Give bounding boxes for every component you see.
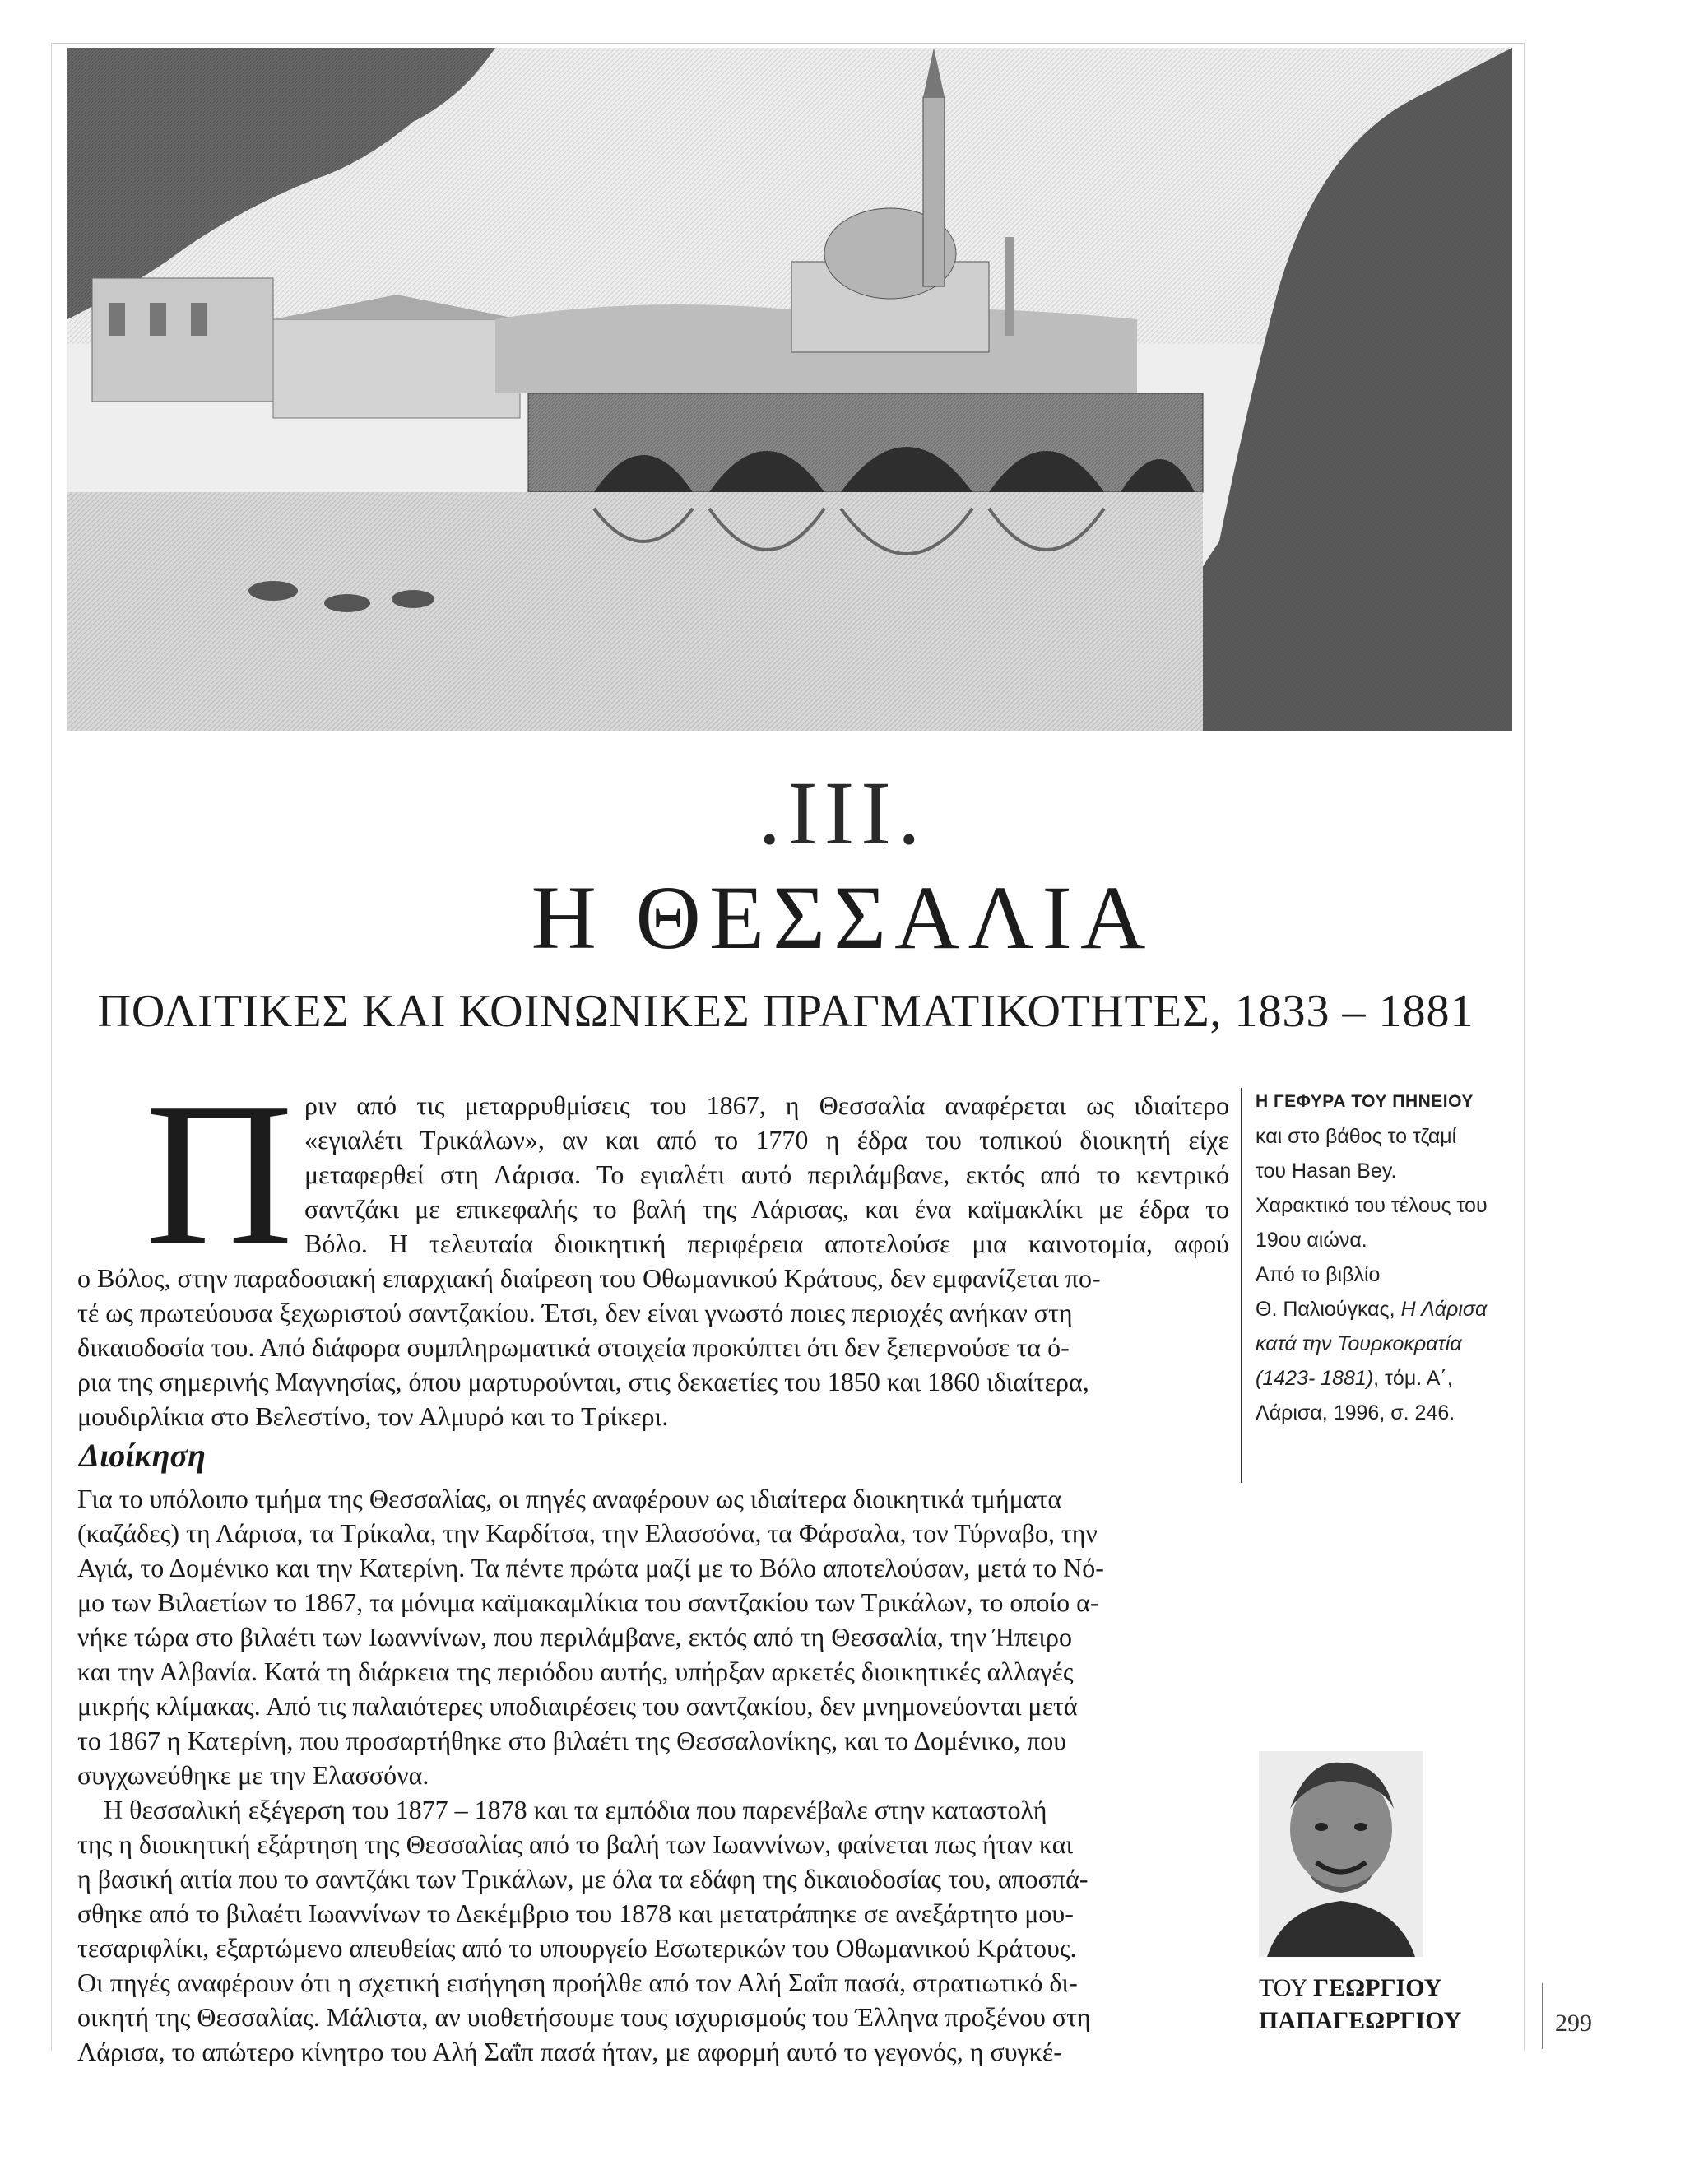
text-line: Αγιά, το Δομένικο και την Κατερίνη. Τα πέντε πρώτα μαζί με το Βόλο αποτελούσαν, μετά το Νό- [77,1553,1104,1582]
text-line: ο Βόλος, στην παραδοσιακή επαρχιακή διαίρεση του Οθωμανικού Κράτους, δεν εμφανίζεται πο- [77,1263,1101,1293]
text-line: «εγιαλέτι Τρικάλων», αν και από το 1770 η έδρα του τοπικού διοικητή είχε [304,1125,1229,1155]
author-portrait [1259,1751,1423,1957]
text-line: Βόλο. Η τελευταία διοικητική περιφέρεια αποτελούσε μια καινοτομία, αφού [304,1229,1229,1258]
caption-volume: , τόμ. Α΄, [1373,1367,1453,1390]
text-line: μεταφερθεί στη Λάρισα. Το εγιαλέτι αυτό περιλάμβανε, εκτός από το κεντρικό [304,1159,1229,1189]
text-line: τέ ως πρωτεύουσα ξεχωριστού σαντζακίου. Έτσι, δεν είναι γνωστό ποιες περιοχές ανήκαν στη [77,1298,1073,1327]
author-byline [1259,1972,1461,2038]
caption-line: του Hasan Bey. [1256,1159,1397,1183]
chapter-subtitle: ΠΟΛΙΤΙΚΕΣ ΚΑΙ ΚΟΙΝΩΝΙΚΕΣ ΠΡΑΓΜΑΤΙΚΟΤΗΤΕΣ, 1833 – 1881 [97,986,1474,1037]
image-caption [1256,1085,1519,1430]
text-line: και την Αλβανία. Κατά τη διάρκεια της περιόδου αυτής, υπήρξαν αρκετές διοικητικές αλλαγές [77,1657,1074,1686]
part-number: .III. [758,763,927,863]
text-line: οικητή της Θεσσαλίας. Μάλιστα, αν υιοθετήσουμε τους ισχυρισμούς του Έλληνα προξένου στη [77,2002,1091,2032]
caption-book-title: Η Λάρισα [1400,1298,1488,1321]
page-top-rule [51,43,1524,44]
text-line: συγχωνεύθηκε με την Ελασσόνα. [77,1760,429,1790]
caption-line: Από το βιβλίο [1256,1263,1381,1286]
text-line: δικαιοδοσία του. Από διάφορα συμπληρωματικά στοιχεία προκύπτει ότι δεν ξεπερνούσε τα ό- [77,1332,1070,1362]
text-line: Για το υπόλοιπο τμήμα της Θεσσαλίας, οι πηγές αναφέρουν ως ιδιαίτερα διοικητικά τμήματα [77,1484,1062,1513]
text-line: Οι πηγές αναφέρουν ότι η σχετική εισήγηση προήλθε από τον Αλή Σαΐπ πασά, στρατιωτικό δι- [77,1968,1078,1997]
text-line: το 1867 η Κατερίνη, που προσαρτήθηκε στο βιλαέτι της Θεσσαλονίκης, και το Δομένικο, που [77,1726,1067,1755]
caption-book-title-cont: κατά την Τουρκοκρατία [1256,1332,1462,1355]
author-last-name: ΠΑΠΑΓΕΩΡΓΙΟΥ [1259,2007,1462,2034]
text-line: μικρής κλίμακας. Από τις παλαιότερες υποδιαιρέσεις του σαντζακίου, δεν μνημονεύονται μετά [77,1691,1078,1721]
page-right-rule [1524,43,1525,2051]
byline-prefix: ΤΟΥ [1259,1974,1314,2001]
byline-line-2 [1259,2005,1461,2038]
intro-paragraph-rest [77,1261,1229,1434]
section-heading: Διοίκηση [79,1437,206,1474]
caption-line: Χαρακτικό του τέλους του [1256,1194,1488,1217]
caption-author: Θ. Παλιούγκας, [1256,1298,1401,1321]
text-line: νήκε τώρα στο βιλαέτι των Ιωαννίνων, που περιλάμβανε, εκτός από τη Θεσσαλία, την Ήπειρο [77,1622,1072,1652]
text-line: τεσαριφλίκι, εξαρτώμενο απευθείας από το υπουργείο Εσωτερικών του Οθωμανικού Κράτους. [77,1933,1077,1963]
page-number: 299 [1555,2010,1592,2037]
drop-cap: Π [145,1061,294,1289]
caption-divider [1241,1088,1242,1483]
text-line: μουδιρλίκια στο Βελεστίνο, τον Αλμυρό και το Τρίκερι. [77,1401,669,1431]
intro-indented-lines [304,1088,1229,1261]
caption-book-years: (1423- 1881) [1256,1367,1374,1390]
chapter-title: Η ΘΕΣΣΑΛΙΑ [531,867,1154,968]
caption-line: Λάρισα, 1996, σ. 246. [1256,1401,1455,1424]
text-line: (καζάδες) τη Λάρισα, τα Τρίκαλα, την Καρδίτσα, την Ελασσόνα, τα Φάρσαλα, τον Τύρναβο, την [77,1518,1098,1548]
bridge-engraving-image [67,48,1512,731]
text-line: μο των Βιλαετίων το 1867, τα μόνιμα καϊμακαμλίκια του σαντζακίου των Τρικάλων, το οποίο α- [77,1587,1099,1617]
text-line: Λάρισα, το απώτερο κίνητρο του Αλή Σαΐπ πασά ήταν, με αφορμή αυτό το γεγονός, η συγκέ- [77,2037,1062,2066]
text-line: της η διοικητική εξάρτηση της Θεσσαλίας από το βαλή των Ιωαννίνων, φαίνεται πως ήταν και [77,1829,1074,1859]
caption-line: και στο βάθος το τζαμί [1256,1125,1457,1148]
section-paragraph-2 [77,1792,1229,2069]
caption-line [1256,1361,1519,1396]
byline-line-1 [1259,1972,1461,2005]
text-line: η βασική αιτία που το σαντζάκι των Τρικάλων, με όλα τα εδάφη της δικαιοδοσίας του, αποσπά- [77,1864,1089,1894]
text-line: σαντζάκι με επικεφαλής το βαλή της Λάρισας, και ένα καϊμακλίκι με έδρα το [304,1194,1229,1224]
caption-line: 19ου αιώνα. [1256,1229,1367,1252]
text-line: σθηκε από το βιλαέτι Ιωαννίνων το Δεκέμβριο του 1878 και μετατράπηκε σε ανεξάρτητο μου- [77,1898,1074,1928]
page-left-rule [51,43,52,2051]
text-line: ρια της σημερινής Μαγνησίας, όπου μαρτυρούνται, στις δεκαετίες του 1850 και 1860 ιδιαίτερα, [77,1367,1089,1396]
caption-line [1256,1292,1519,1327]
section-paragraph-1 [77,1481,1229,1792]
text-line: Η θεσσαλική εξέγερση του 1877 – 1878 και τα εμπόδια που παρενέβαλε στην καταστολή [77,1795,1047,1824]
text-line: ριν από τις μεταρρυθμίσεις του 1867, η Θεσσαλία αναφέρεται ως ιδιαίτερο [304,1090,1229,1120]
page-number-divider [1542,1983,1543,2049]
author-first-name: ΓΕΩΡΓΙΟΥ [1313,1974,1442,2001]
caption-title: Η ΓΕΦΥΡΑ ΤΟΥ ΠΗΝΕΙΟΥ [1256,1092,1474,1111]
